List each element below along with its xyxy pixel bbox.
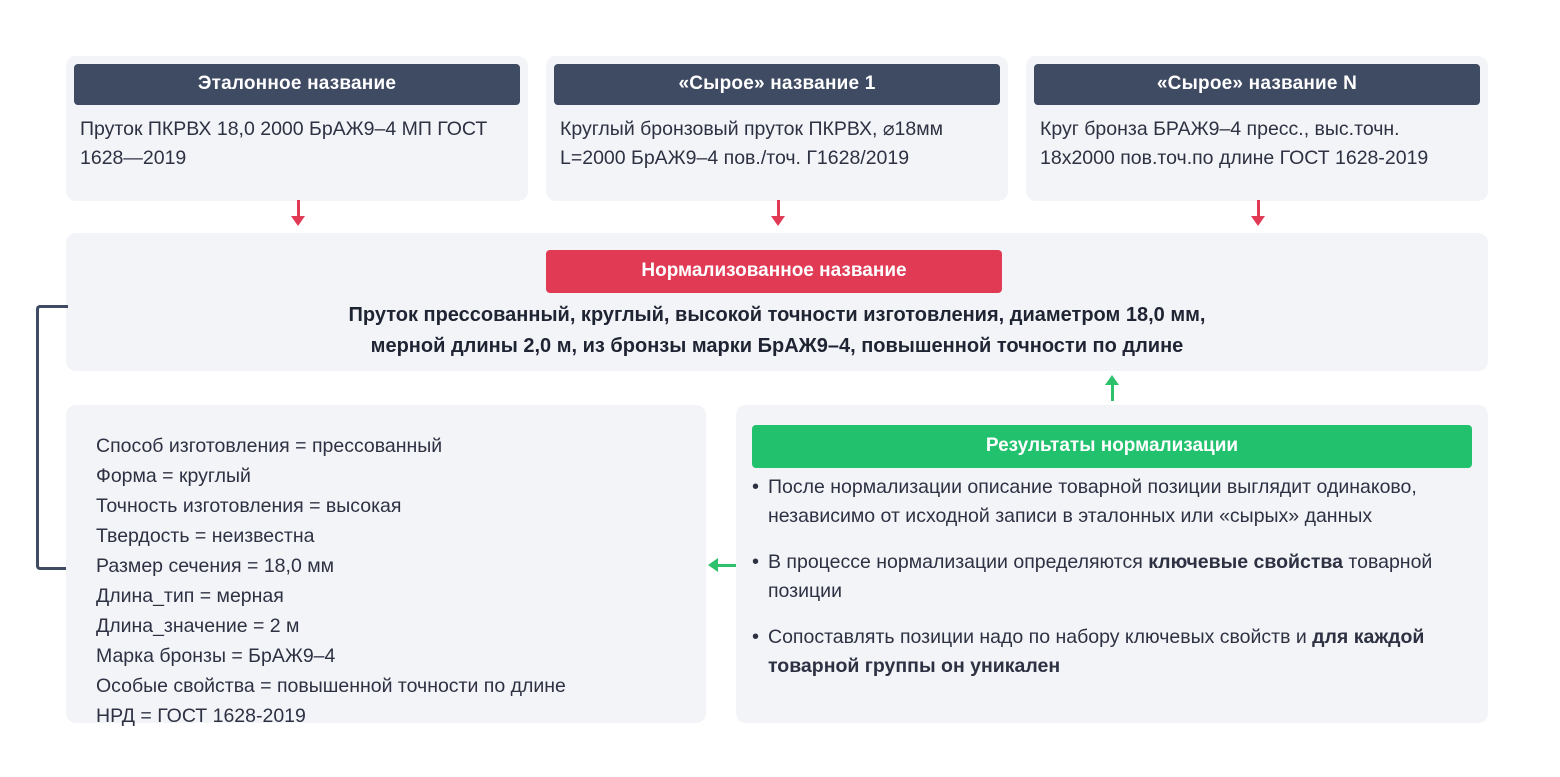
results-list (752, 473, 1468, 698)
property-line: Размер сечения = 18,0 мм (96, 555, 335, 577)
results-list-item-text (768, 548, 1468, 606)
property-line: НРД = ГОСТ 1628-2019 (96, 705, 306, 727)
bullet-icon: • (752, 551, 760, 573)
results-item-2-part-1: В процессе нормализации определяются (768, 551, 1149, 573)
source-card-raw-1-body: Круглый бронзовый пруток ПКРВХ, ⌀18мм L=2000 БрАЖ9–4 пов./точ. Г1628/2019 (560, 118, 944, 169)
results-item-3-part-1: Сопоставлять позиции надо по набору ключевых свойств и (768, 626, 1313, 648)
source-card-raw-n (1026, 56, 1488, 201)
property-line: Способ изготовления = прессованный (96, 435, 443, 457)
arrow-down-raw-1 (771, 200, 785, 226)
arrow-down-raw-n (1251, 200, 1265, 226)
arrow-down-reference (291, 200, 305, 226)
results-list-item (752, 473, 1468, 531)
normalized-name-line-2: мерной длины 2,0 м, из бронзы марки БрАЖ9–4, повышенной точности по длине (370, 335, 1184, 357)
results-list-item (752, 623, 1468, 681)
results-item-2-part-2: ключевые свойства (1148, 551, 1343, 573)
results-list-item-text (768, 623, 1468, 681)
arrow-left-results-to-properties (708, 558, 736, 572)
property-line: Особые свойства = повышенной точности по длине (96, 675, 566, 697)
bullet-icon: • (752, 476, 760, 498)
property-line: Форма = круглый (96, 465, 251, 487)
results-item-2-part-3: товарной позиции (768, 551, 1433, 602)
property-line: Точность изготовления = высокая (96, 495, 402, 517)
normalized-name-line-1: Пруток прессованный, круглый, высокой точности изготовления, диаметром 18,0 мм, (348, 304, 1206, 326)
source-card-reference-body: Пруток ПКРВХ 18,0 2000 БрАЖ9–4 МП ГОСТ 1628—2019 (80, 118, 488, 169)
source-card-raw-n-body: Круг бронза БРАЖ9–4 пресс., выс.точн. 18х2000 пов.точ.по длине ГОСТ 1628-2019 (1040, 118, 1429, 169)
source-card-raw-1-title: «Сырое» название 1 (554, 64, 1000, 105)
arrow-up-results-to-normalized (1105, 375, 1119, 401)
results-item-1-part-1: После нормализации описание товарной позиции выглядит одинаково, независимо от исходной записи в эталонных или «сырых» данных (768, 476, 1417, 527)
property-line: Длина_тип = мерная (96, 585, 284, 607)
bullet-icon: • (752, 626, 760, 648)
normalized-name-badge: Нормализованное название (546, 250, 1002, 293)
source-card-reference-title: Эталонное название (74, 64, 520, 105)
property-line: Длина_значение = 2 м (96, 615, 300, 637)
results-item-3-part-2: для каждой товарной группы он уникален (768, 626, 1425, 677)
key-properties-panel (66, 405, 706, 727)
source-card-raw-1 (546, 56, 1008, 201)
property-line: Твердость = неизвестна (96, 525, 315, 547)
results-list-item-text (768, 473, 1468, 531)
source-card-raw-n-title: «Сырое» название N (1034, 64, 1480, 105)
property-line: Марка бронзы = БрАЖ9–4 (96, 645, 336, 667)
bracket-connector (36, 305, 68, 570)
results-list-item (752, 548, 1468, 606)
results-panel-title: Результаты нормализации (752, 425, 1472, 468)
source-card-reference (66, 56, 528, 201)
